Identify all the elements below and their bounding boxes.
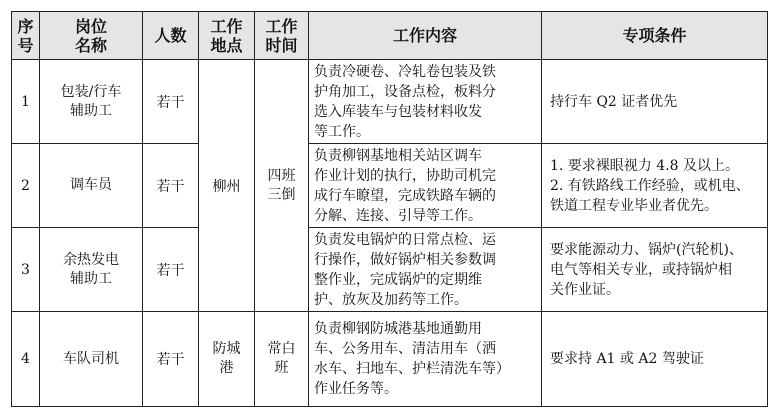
table-row — [12, 144, 768, 228]
table-row — [12, 228, 768, 312]
seq-cell: 4 — [12, 312, 40, 407]
location-cell: 柳州 — [199, 60, 255, 312]
header-seq: 序 号 — [12, 12, 40, 60]
header-conditions: 专项条件 — [542, 12, 768, 60]
time-cell: 四班 三倒 — [255, 60, 309, 312]
time-cell: 常白 班 — [255, 312, 309, 407]
seq-cell: 2 — [12, 144, 40, 228]
position-cell: 余热发电 辅助工 — [40, 228, 143, 312]
header-location: 工作 地点 — [199, 12, 255, 60]
content-cell: 负责发电锅炉的日常点检、运 行操作，做好锅炉相关参数调 整作业，完成锅炉的定期维 护、放灰及加药等工作。 — [309, 228, 542, 312]
content-cell: 负责柳钢基地相关站区调车 作业计划的执行，协助司机完 成行车瞭望，完成铁路车辆的 分解、连接、引导等工作。 — [309, 144, 542, 228]
conditions-cell: 要求持 A1 或 A2 驾驶证 — [542, 312, 768, 407]
header-time: 工作 时间 — [255, 12, 309, 60]
count-cell: 若干 — [143, 144, 199, 228]
position-cell: 车队司机 — [40, 312, 143, 407]
count-cell: 若干 — [143, 60, 199, 144]
seq-cell: 3 — [12, 228, 40, 312]
header-content: 工作内容 — [309, 12, 542, 60]
conditions-cell: 持行车 Q2 证者优先 — [542, 60, 768, 144]
content-cell: 负责冷硬卷、冷轧卷包装及铁 护角加工，设备点检，板料分 选入库装车与包装材料收发 等工作。 — [309, 60, 542, 144]
job-posting-table — [11, 11, 768, 407]
table-row — [12, 312, 768, 407]
table-row — [12, 60, 768, 144]
seq-cell: 1 — [12, 60, 40, 144]
content-cell: 负责柳钢防城港基地通勤用 车、公务用车、清洁用车（洒 水车、扫地车、护栏清洗车等） 作业任务等。 — [309, 312, 542, 407]
count-cell: 若干 — [143, 228, 199, 312]
location-cell: 防城 港 — [199, 312, 255, 407]
conditions-cell: 要求能源动力、锅炉(汽轮机)、 电气等相关专业，或持锅炉相 关作业证。 — [542, 228, 768, 312]
position-cell: 调车员 — [40, 144, 143, 228]
header-position: 岗位 名称 — [40, 12, 143, 60]
header-row — [12, 12, 768, 60]
position-cell: 包装/行车 辅助工 — [40, 60, 143, 144]
header-count: 人数 — [143, 12, 199, 60]
count-cell: 若干 — [143, 312, 199, 407]
conditions-cell: 1. 要求裸眼视力 4.8 及以上。 2. 有铁路线工作经验，或机电、 铁道工程专业毕业者优先。 — [542, 144, 768, 228]
